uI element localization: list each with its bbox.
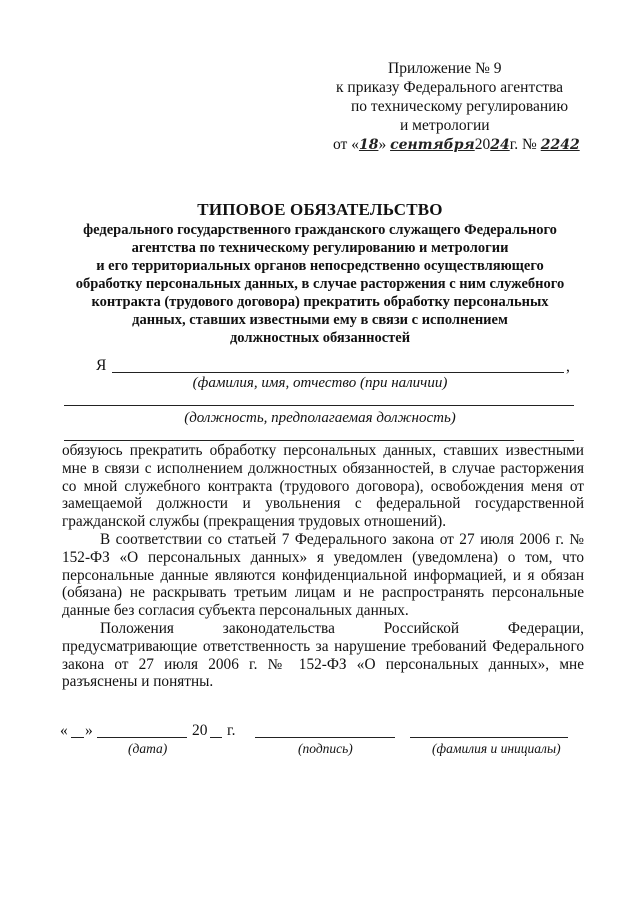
subtitle-line-2: агентства по техническому регулированию и метрологии: [131, 240, 509, 256]
subtitle-line-6: данных, ставших известными ему в связи с исполнением: [132, 312, 508, 328]
date-month-handwritten: сентября: [390, 137, 475, 153]
paragraph-liability: Положения законодательства Российской Федерации, предусматривающие ответственность за нарушение требований Федерального закона от 27 июля 2006 г. № 152-ФЗ «О персональных данных», мне разъяснены и понятны.: [62, 619, 584, 691]
appendix-date-line: [333, 136, 580, 154]
sig-day-line[interactable]: [71, 737, 84, 738]
subtitle-line-1: федерального государственного гражданского служащего Федерального: [83, 222, 557, 238]
sig-name-line[interactable]: [410, 737, 568, 738]
sig-year-line[interactable]: [210, 737, 222, 738]
caption-full-name: (фамилия, имя, отчество (при наличии): [192, 375, 448, 391]
sig-year-prefix: 20: [192, 722, 208, 739]
document-title: ТИПОВОЕ ОБЯЗАТЕЛЬСТВО: [197, 200, 443, 219]
subtitle-line-5: контракта (трудового договора) прекратить обработку персональных: [91, 294, 549, 310]
appendix-order-ref: к приказу Федерального агентства: [336, 79, 564, 96]
appendix-agency-line: по техническому регулированию: [351, 98, 569, 115]
i-label: Я: [96, 357, 107, 374]
position-fill-line[interactable]: [64, 405, 574, 406]
date-day-handwritten: 18: [358, 137, 379, 153]
caption-date: (дата): [128, 741, 168, 756]
name-fill-line[interactable]: [112, 372, 564, 373]
sig-open-quote: «: [60, 722, 68, 739]
caption-position: (должность, предполагаемая должность): [184, 410, 456, 426]
date-prefix: от «: [333, 136, 359, 153]
sig-year-suffix: г.: [227, 722, 236, 739]
subtitle-line-4: обработку персональных данных, в случае расторжения с ним служебного: [75, 276, 565, 292]
subtitle-line-7: должностных обязанностей: [229, 330, 411, 346]
body-text: [62, 442, 584, 691]
date-year-handwritten: 24: [490, 137, 510, 153]
caption-initials: (фамилия и инициалы): [432, 741, 561, 756]
sig-close-quote: »: [85, 722, 93, 739]
paragraph-obligation: обязуюсь прекратить обработку персональных данных, ставших известными мне в связи с исполнением должностных обязанностей, в случае расторжения со мной служебного контракта (трудового договора), освобождения меня от замещаемой должности и увольнения с федеральной государственной гражданской службы (прекращения трудовых отношений).: [62, 442, 584, 531]
name-line-comma: ,: [566, 358, 570, 375]
appendix-agency-line2: и метрологии: [400, 117, 490, 134]
date-mid: »: [378, 136, 387, 153]
order-number-handwritten: 2242: [540, 137, 580, 153]
date-year-prefix: 20: [474, 136, 491, 153]
position-fill-line-2[interactable]: [64, 440, 574, 441]
caption-signature: (подпись): [298, 741, 353, 756]
sig-signature-line[interactable]: [255, 737, 395, 738]
subtitle-line-3: и его территориальных органов непосредственно осуществляющего: [96, 258, 544, 274]
appendix-number: Приложение № 9: [388, 60, 502, 77]
date-suffix: г. №: [509, 136, 537, 153]
paragraph-law-notice: В соответствии со статьей 7 Федерального закона от 27 июля 2006 г. № 152-ФЗ «О персональных данных» я уведомлен (уведомлена) о том, что персональные данные являются конфиденциальной информацией, и я обязан (обязана) не раскрывать третьим лицам и не распространять персональные данные без согласия субъекта персональных данных.: [62, 530, 584, 620]
sig-month-line[interactable]: [97, 737, 187, 738]
